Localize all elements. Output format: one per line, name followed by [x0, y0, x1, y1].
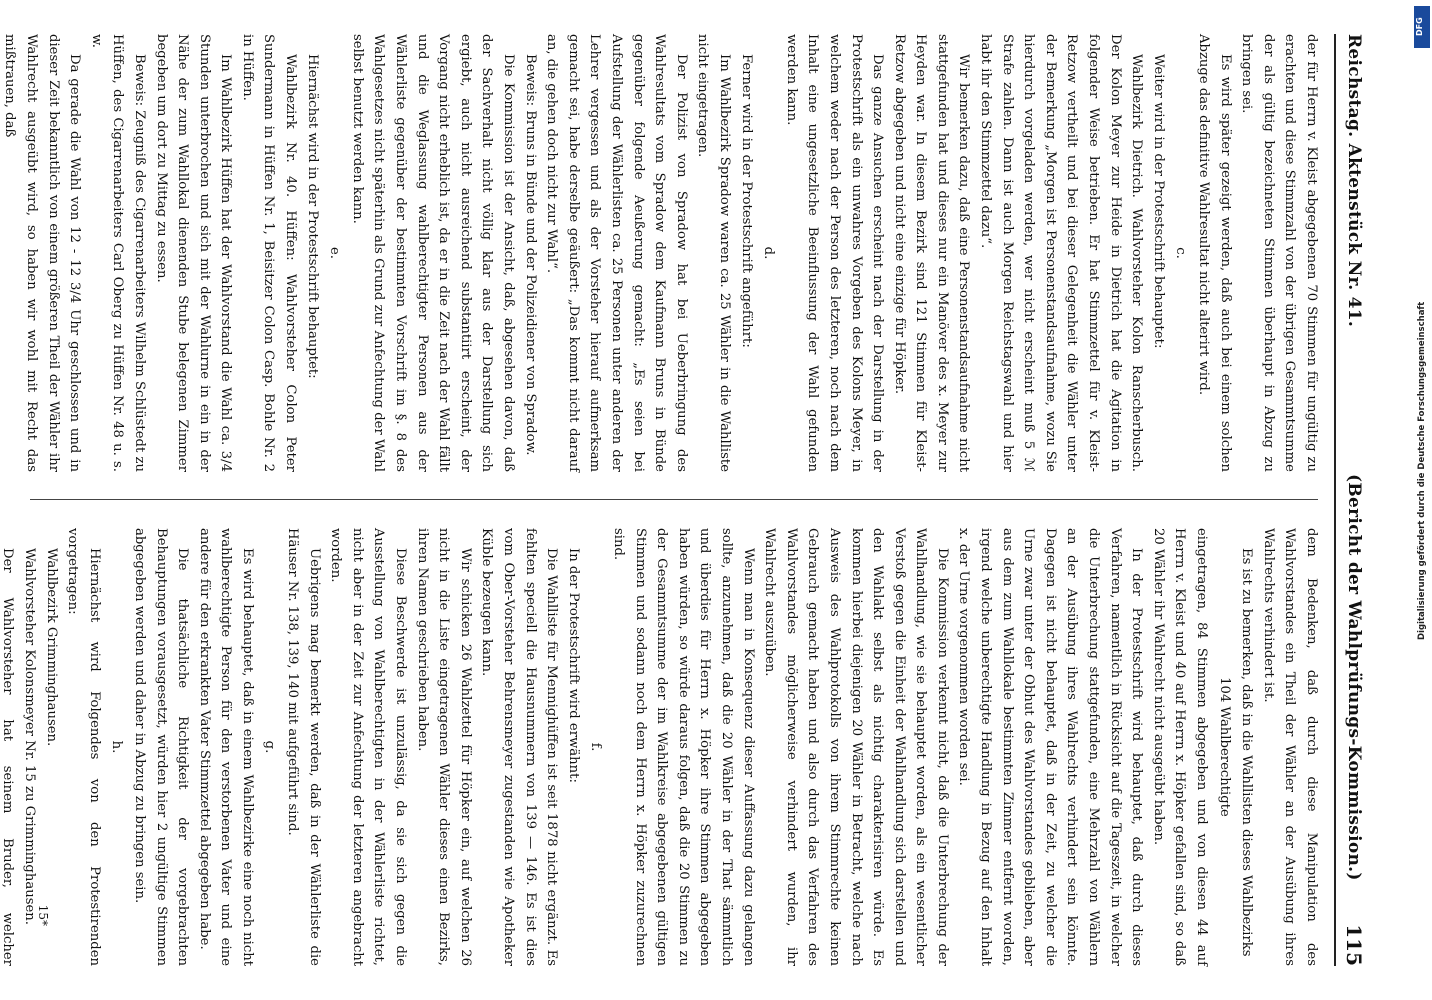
- column-divider: [30, 499, 1318, 500]
- paragraph: Diese Beschwerde ist unzulässig, da sie sich gegen die Ausstellung von Wahlberechtigten in der Wählerliste richtet, nicht aber in der Zeit zur Anfechtung der letzteren angebracht worden.: [328, 528, 409, 966]
- section-marker: h.: [109, 740, 125, 754]
- section-marker: e.: [327, 247, 343, 259]
- paragraph: Der Polizist von Spradow hat bei Ueberbringung des Wahlresultats vom Spradow dem Kaufmann Bruns in Bünde gegenüber folgende Aeußerung gemacht: „Es seien bei Aufstellung der Wählerlisten ca. 25 Personen unter anderen der Lehrer vergessen und als der Vorsteher hierauf aufmerksam gemacht sei, habe derselbe geäußert: „Das kommt nicht darauf an, die gehen doch nicht zur Wahl“.: [544, 34, 689, 472]
- paragraph: Beweis: Zeugniß des Cigarrenarbeiters Wilhelm Schlüstedt zu Hüffen, des Cigarrenarbeiters Carl Oberg zu Hüffen Nr. 48 u. s. w.: [88, 34, 147, 472]
- paragraph: Wahlvorsteher Kolonsmeyer Nr. 15 zu Grimminghausen.: [21, 548, 37, 925]
- paragraph: Ferner wird in der Protestschrift angeführt:: [738, 54, 754, 348]
- section-marker: g.: [262, 740, 278, 754]
- paragraph: dem Bedenken, daß durch diese Manipulation des Wahlvorstandes ein Theil der Wähler an der Ausübung ihres Wahlrechts verhindert ist.: [1260, 528, 1319, 966]
- paragraph: Wenn man in Konsequenz dieser Auffassung dazu gelangen sollte, anzunehmen, daß die 20 Wähler in der That sämmtlich und überdies für Herrn x. Höpker ihre Stimmen abgegeben haben würden, so würde daraus folgen, daß die 20 Stimmen zu der Gesammtsumme der im Wahlkreise abgegebenen gültigen Stimmen und sodann noch dem Herrn x. Höpker zuzurechnen sind.: [611, 528, 756, 966]
- text-column-left: [2, 34, 1322, 472]
- section-marker: d.: [761, 246, 777, 260]
- page-header: [1334, 34, 1370, 966]
- paragraph: Hiernächst wird Folgendes von den Protestirenden vorgetragen:: [65, 528, 102, 966]
- paragraph: Wahlbezirk Nr. 40. Hüffen: Wahlvorsteher Colon Peter Sundermann in Hüffen Nr. 1, Beisitzer Colon Casp. Bohle Nr. 2 in Hüffen.: [239, 34, 299, 472]
- paragraph: Das ganze Ansuchen erscheint nach der Darstellung in der Protestschrift als ein unwahres Vorgeben des Kolons Meyer, in welchem weder nach der Person des letzteren, noch nach dem Inhalt eine ungesetzliche Beeinflussung der Wahl gefunden werden kann.: [783, 34, 886, 472]
- section-marker: f.: [588, 742, 604, 752]
- paragraph: In der Protestschrift wird erwähnt:: [565, 548, 581, 783]
- paragraph: Wir schicken 26 Wahlzettel für Höpker ein, auf welchen 26 nicht in die Liste eingetragenen Wähler dieses einen Bezirks, ihren Namen geschrieben haben.: [414, 528, 473, 966]
- paragraph: Die Kommission ist der Ansicht, daß, abgesehen davon, daß der Sachverhalt nicht völlig klar aus der Darstellung sich ergiebt, auch nicht ausreichend substantiirt erscheint, der Vorgang nicht erheblich ist, da er in die Zeit nach der Wahl fällt und die Weglassung wahlberechtigter Personen aus der Wählerliste gegenüber der bestimmten Vorschrift im §. 8 des Wahlgesetzes nicht späterhin als Grund zur Anfechtung der Wahl selbst benutzt werden kann.: [349, 34, 517, 472]
- paragraph: In der Protestschrift wird behauptet, daß durch dieses Verfahren, namentlich in Rücksicht auf die Tageszeit, in welcher die Unterbrechung stattgefunden, eine Mehrzahl von Wählern an der Ausübung ihres Wahlrechts verhindert sein könnte. Dagegen ist nicht behauptet, daß in der Zeit, zu welcher die Urne zwar unter der Obhut des Wahlvorstandes geblieben, aber aus dem zum Wahllokale bestimmten Zimmer entfernt worden, irgend welche unberechtigte Handlung in Bezug auf den Inhalt x. der Urne vorgenommen worden sei.: [956, 528, 1145, 966]
- text-column-right: [0, 528, 1322, 966]
- running-subtitle: (Bericht der Wahlprüfungs-Kommission.): [1344, 474, 1364, 881]
- paragraph: Es ist zu bemerken, daß in die Wahllisten dieses Wahlbezirks: [1239, 548, 1255, 957]
- paragraph: Wahlbezirk Grimminghausen.: [43, 548, 59, 747]
- paragraph: Die Kommission verkennt nicht, daß die Unterbrechung der Wahlhandlung, wie sie behauptet worden, als ein wesentlicher Verstoß gegen die Einheit der Wahlhandlung sich darstellen und den Wahlakt selbst als nichtig charakterisiren würde. Es kommen hierbei diejenigen 20 Wähler in Betracht, welche nach Ausweis des Wahlprotokolls von ihrem Stimmrechte keinen Gebrauch gemacht haben und also durch das Verfahren des Wahlvorstandes möglicherweise verhindert wurden, ihr Wahlrecht auszuüben.: [762, 528, 950, 966]
- paragraph: Hiernächst wird in der Protestschrift behauptet:: [304, 54, 320, 379]
- section-marker: 104 Wahlberechtigte: [1216, 677, 1232, 817]
- dfg-logo: [1414, 6, 1430, 48]
- paragraph: Da gerade die Wahl von 12 - 12 3/4 Uhr geschlossen und in dieser Zeit bekanntlich von einem größeren Theil der Wähler ihr Wahlrecht ausgeübt wird, so haben wir wohl mit Recht das mißtrauen, daß: [2, 34, 83, 472]
- running-title: Reichstag. Aktenstück Nr. 41.: [1344, 34, 1364, 328]
- paragraph: Es wird später gezeigt werden, daß auch bei einem solchen Abzuge das definitive Wahlresultat nicht alterirt wird.: [1196, 34, 1233, 472]
- paragraph: Der Wahlvorsteher hat seinem Bruder, welcher: [0, 548, 16, 966]
- paragraph: eingetragen, 84 Stimmen abgegeben und von diesen 44 auf Herrn v. Kleist und 40 auf Herrn x. Höpker gefallen sind, so daß 20 Wähler ihr Wahlrecht nicht ausgeübt haben.: [1150, 528, 1210, 966]
- page-number: 115: [1342, 924, 1366, 966]
- paragraph: Im Wahlbezirk Spradow waren ca. 25 Wähler in die Wahlliste nicht eingetragen.: [695, 34, 732, 472]
- signature-mark: 15*: [36, 904, 50, 926]
- section-marker: c.: [1173, 247, 1189, 259]
- dfg-logo-text: DFG: [1415, 17, 1424, 36]
- paragraph: Im Wahlbezirk Hüffen hat der Wahlvorstand die Wahl ca. 3/4 Stunden unterbrochen und sich mit der Wahlurne in ein in der Nähe der zum Wahllokal dienenden Stube belegenen Zimmer begeben um dort zu Mittag zu essen.: [153, 34, 234, 472]
- paragraph: Es wird behauptet, daß in einem Wahlbezirke eine noch nicht wahlberechtigte Person für den verstorbenen Vater und eine andere für den erkrankten Vater Stimmzettel abgegeben habe.: [196, 528, 255, 966]
- paragraph: Beweis: Bruns in Bünde und der Polizeidiener von Spradow.: [522, 54, 538, 456]
- paragraph: Weiter wird in der Protestschrift behauptet:: [1150, 54, 1166, 349]
- paragraph: Wir bemerken dazu, daß eine Personenstandsaufnahme nicht stattgefunden hat und dieses nur ein Manöver des x. Meyer zur Heyden war. In diesem Bezirk sind 121 Stimmen für Kleist-Retzow abgegeben und nicht eine einzige für Höpker.: [891, 34, 972, 472]
- digitization-note: Digitalisierung gefördert durch die Deutsche Forschungsgemeinschaft: [1417, 301, 1427, 640]
- paragraph: Uebrigens mag bemerkt werden, daß in der Wählerliste die Häuser Nr. 138, 139, 140 mit aufgeführt sind.: [285, 528, 322, 966]
- paragraph: der für Herrn v. Kleist abgegebenen 70 Stimmen für ungültig zu erachten und diese Stimmzahl von der übrigen Gesammtsumme der als gültig bezeichneten Stimmen überhaupt in Abzug zu bringen sei.: [1239, 34, 1319, 472]
- paragraph: Die thatsächliche Richtigkeit der vorgebrachten Behauptungen vorausgesetzt, würden hier 2 ungültige Stimmen abgegeben werden und daher in Abzug zu bringen sein.: [131, 528, 191, 966]
- paragraph: Wahlbezirk Dietrich. Wahlvorsteher Kolon Ranscherbusch. Der Kolon Meyer zur Heide in Dietrich hat die Agitation in folgender Weise betrieben. Er hat Stimmzettel für v. Kleist-Retzow vertheilt und bei dieser Gelegenheit die Wähler unter der Bemerkung „Morgen ist Personenstandsaufnahme, wozu Sie hierdurch vorgeladen werden, wer nicht erscheint muß 5 ℳ Strafe zahlen. Dann ist auch Morgen Reichstagswahl und hier habt ihr den Stimmzettel dazu“.: [978, 34, 1145, 472]
- paragraph: Die Wahlliste für Mennighüffen ist seit 1878 nicht ergänzt. Es fehlten speciell die Hausnummern von 139 — 146. Es ist dies vom Ober-Vorsteher Behrensmeyer zugestanden wie Apotheker Küble bezeugen kann.: [479, 528, 560, 966]
